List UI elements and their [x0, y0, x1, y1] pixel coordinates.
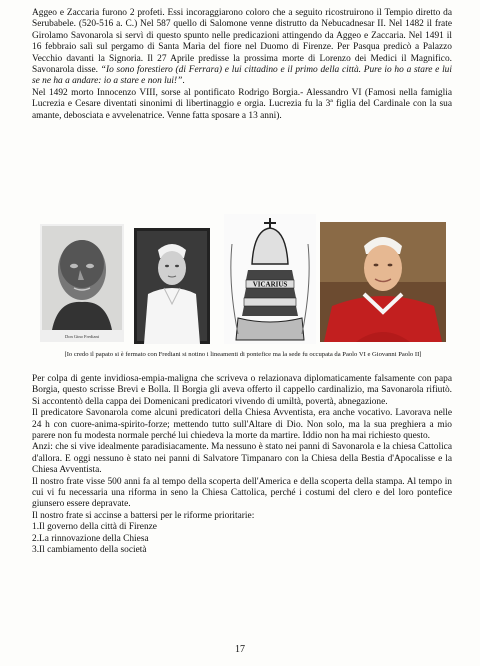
image-caption: [Io credo il papato si è fermato con Frediani si notino i lineamenti di pontefice ma la sede fu occupata da Paolo VI e Giovanni Paolo II] — [64, 351, 422, 358]
paragraph-anzi: Anzi: che si vive idealmente paradisiacamente. Ma nessuno è stato nei panni di Savonarola e la chiesa Cattolica d'allora. E oggi nessuno è stato nei panni di Salvatore Timpanaro con la Chiesa della Bestia d'Apocalisse e la Chiesa Avventista. — [32, 442, 452, 476]
frediani-portrait-image — [40, 224, 124, 342]
page-number: 17 — [235, 644, 245, 655]
paragraph-text: Nel 1492 morto Innocenzo VIII, sorse al pontificato Rodrigo Borgia.- Alessandro VI (Famosi nella famiglia Lucrezia e Cesare diventati sinonimi di libertinaggio e orgia. Lucrezia fu la 3ª figlia del Cardinale con la sua amante, debosciata e avvelenatrice. Venne fatta sposare a 13 anni). — [32, 87, 452, 121]
tiara-inscription: VICARIUS — [252, 280, 288, 289]
bottom-text-block — [32, 374, 452, 557]
papal-tiara-engraving-image — [224, 214, 316, 344]
paragraph-borgia-brevi: Per colpa di gente invidiosa-empia-maligna che scriveva o relazionava diplomaticamente falsamente con papa Borgia, questo scrisse Brevi e Bolla. Il Borgia gli aveva offerto il cappello cardinalizio, ma Savonarola rifiutò. Si accontentò della cappa dei Domenicani predicatori vivendo di umiltà, povertà, abnegazione. — [32, 374, 452, 407]
paragraph-text: . — [182, 76, 185, 87]
paragraph-text: Aggeo e Zaccaria furono 2 profeti. Essi incoraggiarono coloro che a seguito ricostruirono il Tempio diretto da Serubabele. (520-516 a. C.) Nel 587 quello di Salomone venne distrutto da Nebucadnesar II. Nel 1482 il frate Girolamo Savonarola si servì di questo spunto nelle predicazioni attingendo da Aggeo e Zaccaria. Nel 1491 il 16 febbraio salì sul pergamo di Santa Marìa del fiore nel Duomo di Firenze. Per Pasqua predicò a Palazzo Vecchio davanti la Signoria. Il 27 Aprile predisse la prossima morte di Lorenzo dei Medici il Magnifico. Savonarola disse. — [32, 8, 452, 76]
list-item: 2.La rinnovazione della Chiesa — [32, 533, 149, 544]
paragraph-borgia — [32, 88, 452, 122]
paolo-vi-photo-image — [134, 228, 210, 344]
paragraph-riforme-intro: Il nostro frate si accinse a battersi per le riforme prioritarie: — [32, 510, 255, 521]
top-text-block — [32, 8, 452, 122]
list-item: 1.Il governo della città di Firenze — [32, 522, 157, 533]
paragraph-aggeo-zaccaria — [32, 8, 452, 88]
list-item: 3.Il cambiamento della società — [32, 545, 147, 556]
paragraph-500-anni: Il nostro frate visse 500 anni fa al tempo della scoperta dell'America e della scoperta della stampa. Al tempo in cui vi fu necessaria una riforma in seno la Chiesa Cattolica, perché i costumi del clero e del loro pontefice giunsero essere depravate. — [32, 476, 452, 510]
image-row — [34, 214, 452, 348]
savonarola-quote: “Io sono forestiero (di Ferrara) e lui cittadino e il primo della città. Pure io ho a stare e lui se ne ha a andare: io a stare e non lui!” — [32, 65, 452, 87]
paragraph-predicatore: Il predicatore Savonarola come alcuni predicatori della Chiesa Avventista, era anche vocativo. Lavorava nelle 24 h con cuore-anima-spirito-forze; mettendo tutto sull'Altare di Dio. Non solo, ma la sua preghiera a mio parere non fu modesta normale perché lui chiedeva la morte da martire. Iddio non ha mai richiesto questo. — [32, 408, 452, 442]
portrait-label: Don Gino Frediani — [65, 334, 99, 339]
giovanni-paolo-ii-photo-image — [320, 222, 446, 342]
